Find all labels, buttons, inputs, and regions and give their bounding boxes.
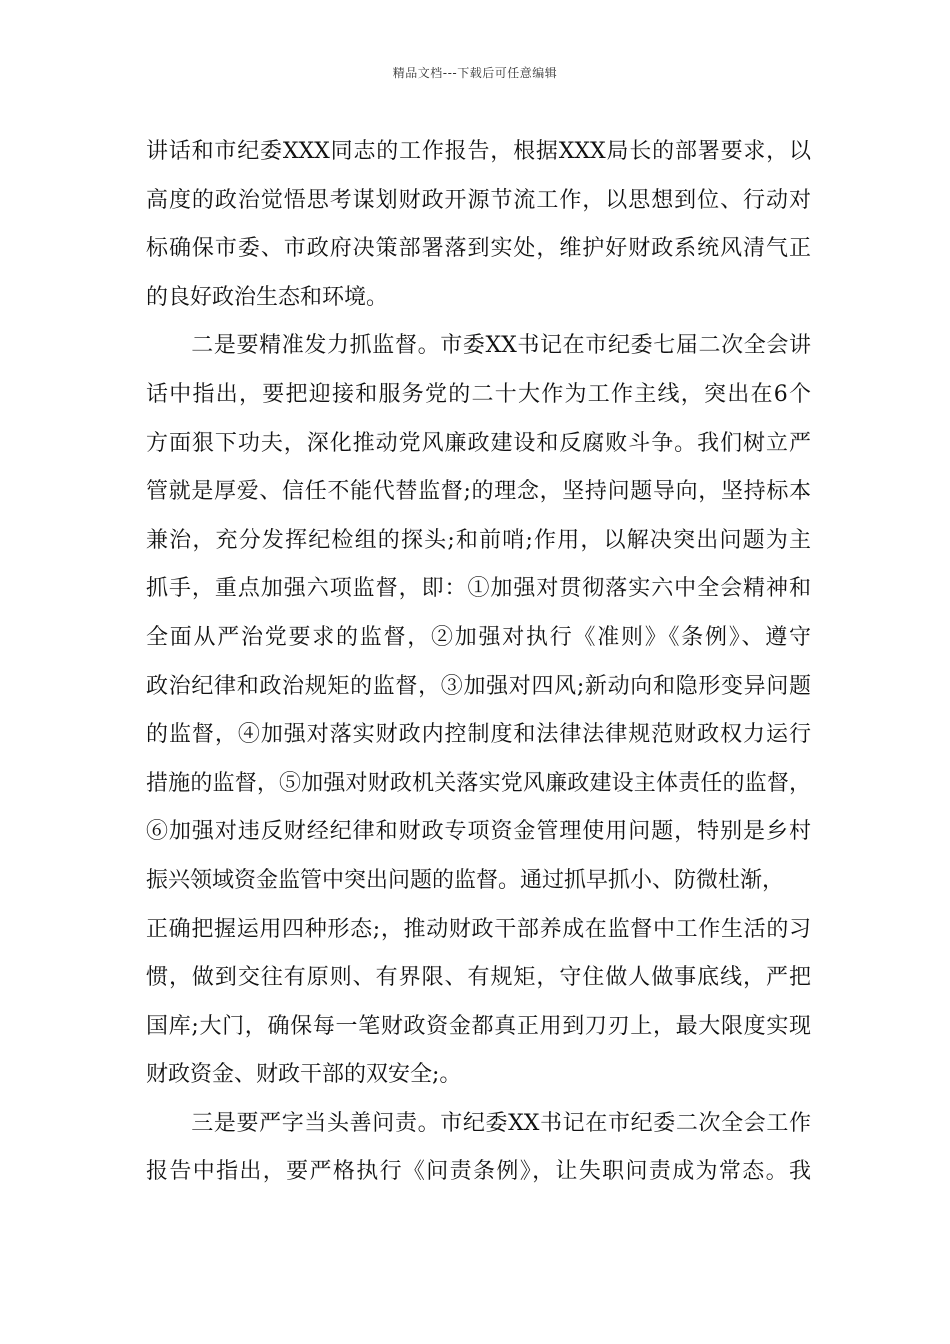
text-line: 政治纪律和政治规矩的监督，③加强对四风;新动向和隐形变异问题 [146,673,811,699]
text-line: 惯，做到交往有原则、有界限、有规矩，守住做人做事底线，严把 [146,965,811,991]
text-line: 三是要严字当头善问责。市纪委XX书记在市纪委二次全会工作 [146,1110,811,1136]
text-line: 标确保市委、市政府决策部署落到实处，维护好财政系统风清气正 [146,236,811,262]
text-line: 方面狠下功夫，深化推动党风廉政建设和反腐败斗争。我们树立严 [146,430,811,456]
text-line: 的良好政治生态和环境。 [146,284,389,310]
text-line: 管就是厚爱、信任不能代替监督;的理念，坚持问题导向，坚持标本 [146,479,811,505]
text-line: 高度的政治觉悟思考谋划财政开源节流工作，以思想到位、行动对 [146,187,811,213]
text-line: ⑥加强对违反财经纪律和财政专项资金管理使用问题，特别是乡村 [146,819,811,845]
text-line: 财政资金、财政干部的双安全;。 [146,1062,462,1088]
text-line: 兼治，充分发挥纪检组的探头;和前哨;作用，以解决突出问题为主 [146,527,811,553]
text-line: 正确把握运用四种形态;，推动财政干部养成在监督中工作生活的习 [146,916,811,942]
text-line: 全面从严治党要求的监督，②加强对执行《准则》《条例》、遵守 [146,624,811,650]
page-header: 精品文档---下载后可任意编辑 [392,66,558,80]
text-line: 报告中指出，要严格执行《问责条例》，让失职问责成为常态。我 [146,1159,811,1185]
text-line: 话中指出，要把迎接和服务党的二十大作为工作主线，突出在6个 [146,381,811,407]
text-line: 抓手，重点加强六项监督，即：①加强对贯彻落实六中全会精神和 [146,576,811,602]
text-line: 的监督，④加强对落实财政内控制度和法律法律规范财政权力运行 [146,722,811,748]
text-line: 振兴领域资金监管中突出问题的监督。通过抓早抓小、防微杜渐， [146,867,785,893]
document-body [146,128,811,1197]
text-line: 国库;大门，确保每一笔财政资金都真正用到刀刃上，最大限度实现 [146,1013,811,1039]
text-line: 措施的监督，⑤加强对财政机关落实党风廉政建设主体责任的监督， [146,770,811,796]
text-line: 二是要精准发力抓监督。市委XX书记在市纪委七届二次全会讲 [146,333,811,359]
text-line: 讲话和市纪委XXX同志的工作报告，根据XXX局长的部署要求，以 [146,139,811,164]
